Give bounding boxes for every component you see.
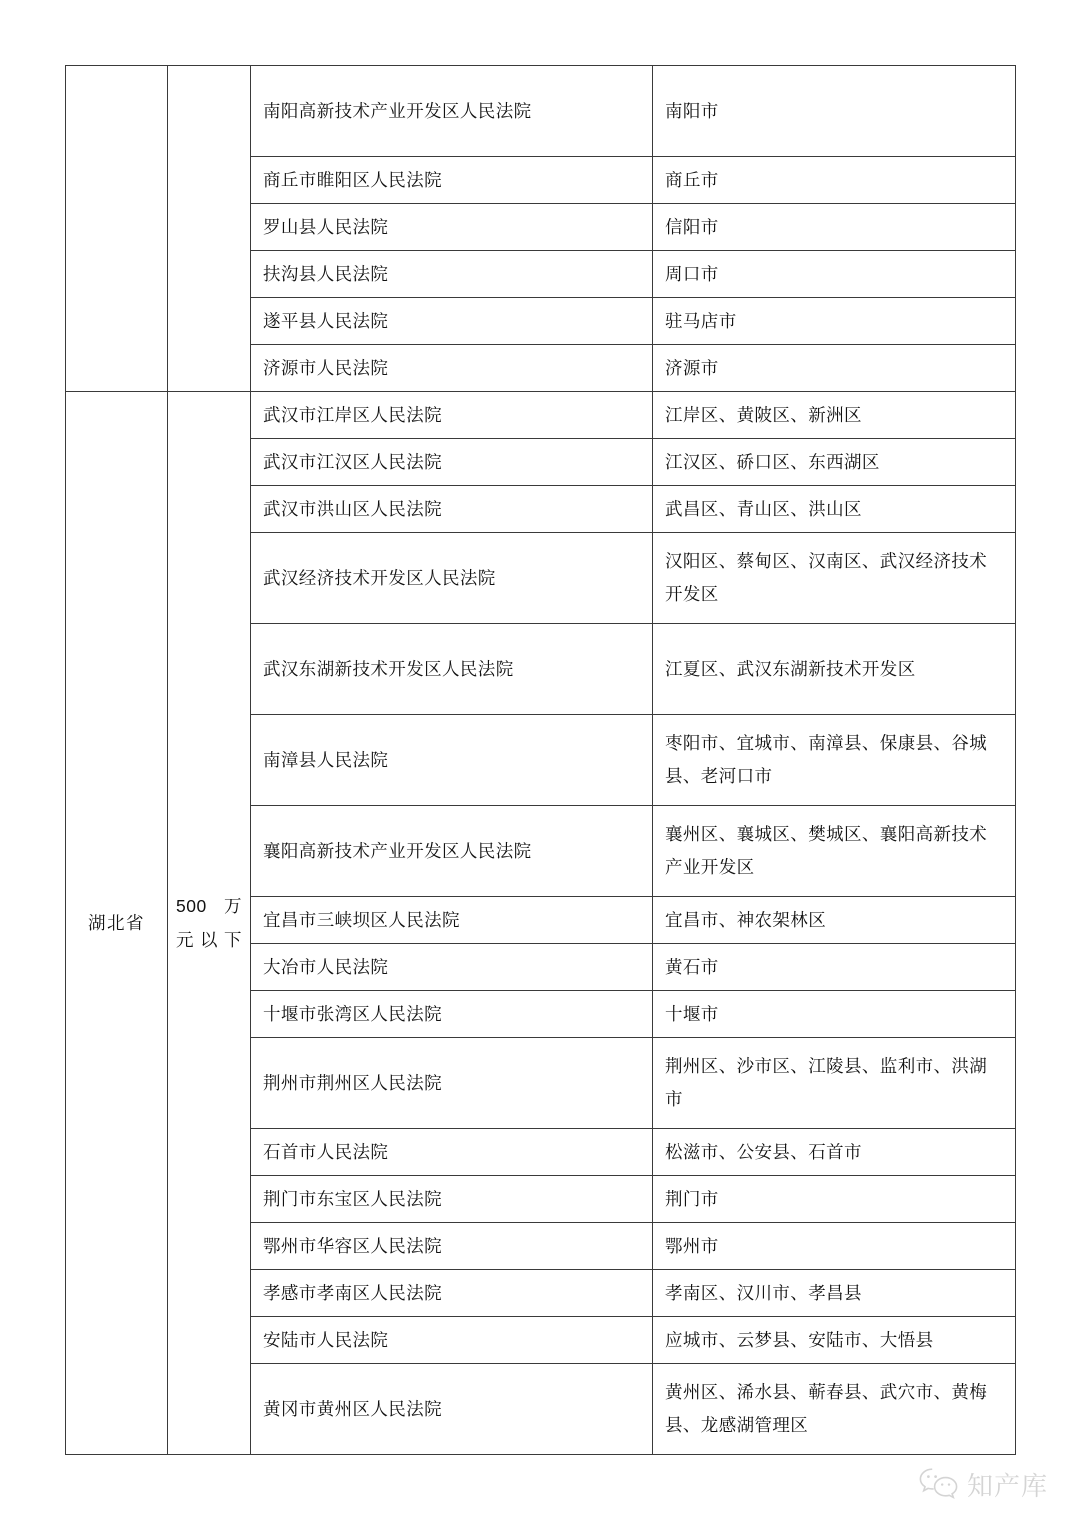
area-cell: 应城市、云梦县、安陆市、大悟县 <box>653 1317 1016 1364</box>
area-cell: 济源市 <box>653 345 1016 392</box>
area-cell: 黄州区、浠水县、蕲春县、武穴市、黄梅县、龙感湖管理区 <box>653 1364 1016 1455</box>
area-cell: 南阳市 <box>653 66 1016 157</box>
court-name-cell: 济源市人民法院 <box>251 345 653 392</box>
area-cell: 松滋市、公安县、石首市 <box>653 1129 1016 1176</box>
area-cell: 汉阳区、蔡甸区、汉南区、武汉经济技术开发区 <box>653 533 1016 624</box>
court-name-cell: 十堰市张湾区人民法院 <box>251 991 653 1038</box>
court-name-cell: 武汉市江岸区人民法院 <box>251 392 653 439</box>
area-cell: 荆门市 <box>653 1176 1016 1223</box>
amount-line-2: 元以下 <box>176 930 242 950</box>
court-name-cell: 鄂州市华容区人民法院 <box>251 1223 653 1270</box>
area-cell: 江岸区、黄陂区、新洲区 <box>653 392 1016 439</box>
area-cell: 武昌区、青山区、洪山区 <box>653 486 1016 533</box>
amount-cell-hubei <box>168 392 251 1455</box>
area-cell: 商丘市 <box>653 157 1016 204</box>
province-cell-continued <box>66 66 168 392</box>
area-cell: 鄂州市 <box>653 1223 1016 1270</box>
court-name-cell: 石首市人民法院 <box>251 1129 653 1176</box>
court-name-cell: 南阳高新技术产业开发区人民法院 <box>251 66 653 157</box>
area-cell: 十堰市 <box>653 991 1016 1038</box>
area-cell: 周口市 <box>653 251 1016 298</box>
court-name-cell: 荆州市荆州区人民法院 <box>251 1038 653 1129</box>
area-cell: 孝南区、汉川市、孝昌县 <box>653 1270 1016 1317</box>
court-name-cell: 扶沟县人民法院 <box>251 251 653 298</box>
wechat-icon <box>918 1466 960 1505</box>
table-row <box>66 392 1016 439</box>
amount-cell-continued <box>168 66 251 392</box>
table-body <box>66 66 1016 1455</box>
court-name-cell: 黄冈市黄州区人民法院 <box>251 1364 653 1455</box>
area-cell: 江夏区、武汉东湖新技术开发区 <box>653 624 1016 715</box>
court-name-cell: 宜昌市三峡坝区人民法院 <box>251 897 653 944</box>
area-cell: 宜昌市、神农架林区 <box>653 897 1016 944</box>
court-name-cell: 商丘市睢阳区人民法院 <box>251 157 653 204</box>
court-name-cell: 武汉东湖新技术开发区人民法院 <box>251 624 653 715</box>
area-cell: 黄石市 <box>653 944 1016 991</box>
court-name-cell: 大冶市人民法院 <box>251 944 653 991</box>
table-row <box>66 66 1016 157</box>
area-cell: 信阳市 <box>653 204 1016 251</box>
court-name-cell: 荆门市东宝区人民法院 <box>251 1176 653 1223</box>
area-cell: 江汉区、硚口区、东西湖区 <box>653 439 1016 486</box>
area-cell: 荆州区、沙市区、江陵县、监利市、洪湖市 <box>653 1038 1016 1129</box>
court-name-cell: 武汉经济技术开发区人民法院 <box>251 533 653 624</box>
court-name-cell: 安陆市人民法院 <box>251 1317 653 1364</box>
province-cell-hubei: 湖北省 <box>66 392 168 1455</box>
court-name-cell: 武汉市洪山区人民法院 <box>251 486 653 533</box>
court-name-cell: 南漳县人民法院 <box>251 715 653 806</box>
court-name-cell: 襄阳高新技术产业开发区人民法院 <box>251 806 653 897</box>
court-name-cell: 孝感市孝南区人民法院 <box>251 1270 653 1317</box>
area-cell: 枣阳市、宜城市、南漳县、保康县、谷城县、老河口市 <box>653 715 1016 806</box>
watermark-text: 知产库 <box>967 1470 1049 1501</box>
watermark <box>918 1466 1048 1505</box>
court-name-cell: 武汉市江汉区人民法院 <box>251 439 653 486</box>
area-cell: 驻马店市 <box>653 298 1016 345</box>
amount-line-1: 500 万 <box>176 896 242 916</box>
court-name-cell: 罗山县人民法院 <box>251 204 653 251</box>
area-cell: 襄州区、襄城区、樊城区、襄阳高新技术产业开发区 <box>653 806 1016 897</box>
court-name-cell: 遂平县人民法院 <box>251 298 653 345</box>
jurisdiction-table <box>65 65 1016 1455</box>
